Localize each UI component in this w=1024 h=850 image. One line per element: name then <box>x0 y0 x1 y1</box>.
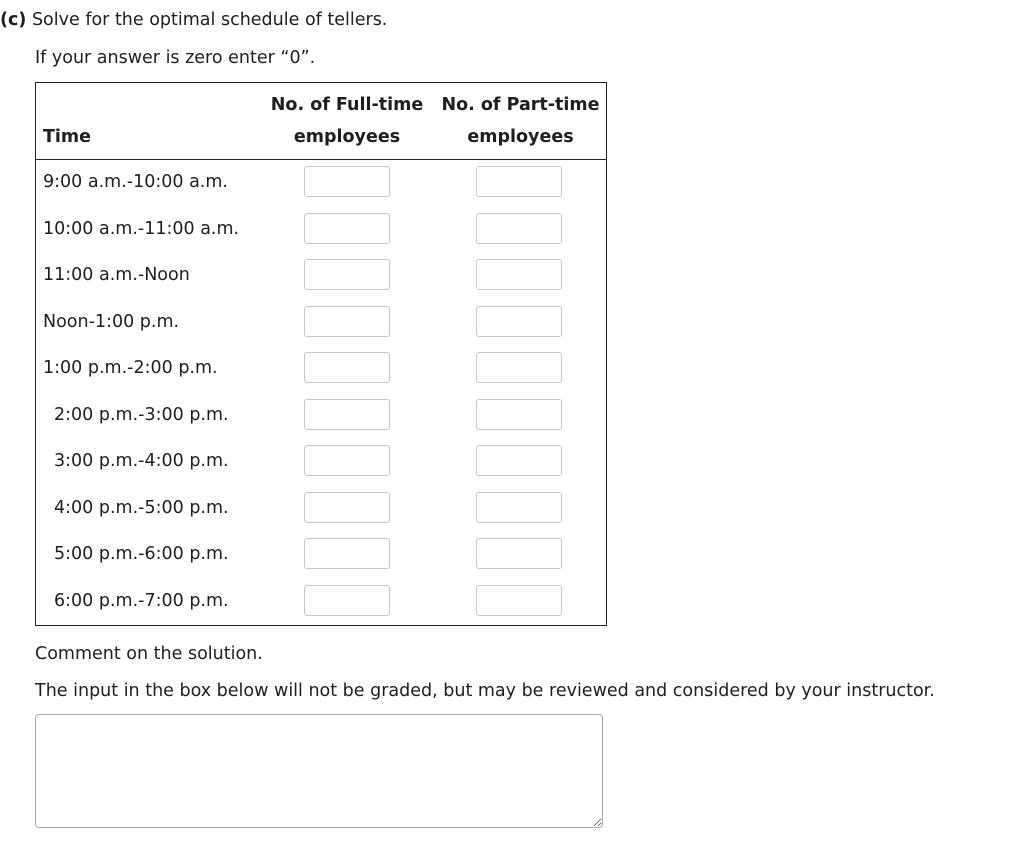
parttime-count-input[interactable] <box>476 166 562 197</box>
comment-note: The input in the box below will not be graded, but may be reviewed and considered by your instructor. <box>35 681 935 701</box>
fulltime-count-input[interactable] <box>304 399 390 430</box>
parttime-count-input[interactable] <box>476 585 562 616</box>
parttime-count-input[interactable] <box>476 399 562 430</box>
header-fulltime-line2: employees <box>293 127 401 147</box>
table-row <box>36 252 606 299</box>
time-slot-label: 9:00 a.m.-10:00 a.m. <box>43 172 228 192</box>
header-parttime <box>437 89 604 153</box>
comment-title: Comment on the solution. <box>35 644 263 664</box>
table-row <box>36 578 606 625</box>
fulltime-count-input[interactable] <box>304 445 390 476</box>
header-fulltime-line1: No. of Full-time <box>270 95 424 115</box>
time-slot-label: 6:00 p.m.-7:00 p.m. <box>54 590 229 611</box>
time-slot-label: 1:00 p.m.-2:00 p.m. <box>43 358 218 378</box>
zero-instruction: If your answer is zero enter “0”. <box>35 48 316 68</box>
table-row <box>36 392 606 439</box>
question-prompt: Solve for the optimal schedule of tellers. <box>31 10 388 30</box>
table-header <box>36 83 606 160</box>
schedule-table <box>35 82 607 626</box>
time-slot-label: 2:00 p.m.-3:00 p.m. <box>54 404 229 425</box>
fulltime-count-input[interactable] <box>304 538 390 569</box>
parttime-count-input[interactable] <box>476 492 562 523</box>
table-row <box>36 531 606 578</box>
parttime-count-input[interactable] <box>476 259 562 290</box>
header-time: Time <box>43 127 92 147</box>
table-row <box>36 345 606 392</box>
table-row <box>36 438 606 485</box>
table-row <box>36 206 606 253</box>
fulltime-count-input[interactable] <box>304 213 390 244</box>
fulltime-count-input[interactable] <box>304 352 390 383</box>
fulltime-count-input[interactable] <box>304 492 390 523</box>
time-slot-label: 10:00 a.m.-11:00 a.m. <box>43 218 240 239</box>
comment-textarea[interactable] <box>35 714 603 828</box>
time-slot-label: 11:00 a.m.-Noon <box>43 265 190 285</box>
header-parttime-line1: No. of Part-time <box>441 95 600 115</box>
time-slot-label: 5:00 p.m.-6:00 p.m. <box>54 544 229 564</box>
fulltime-count-input[interactable] <box>304 259 390 290</box>
header-fulltime <box>267 89 427 153</box>
fulltime-count-input[interactable] <box>304 306 390 337</box>
time-slot-label: Noon-1:00 p.m. <box>43 311 180 332</box>
parttime-count-input[interactable] <box>476 306 562 337</box>
fulltime-count-input[interactable] <box>304 166 390 197</box>
question-heading <box>0 10 387 30</box>
parttime-count-input[interactable] <box>476 538 562 569</box>
table-row <box>36 485 606 532</box>
time-slot-label: 4:00 p.m.-5:00 p.m. <box>54 497 229 518</box>
parttime-count-input[interactable] <box>476 445 562 476</box>
part-label: (c) <box>0 10 27 30</box>
table-row <box>36 159 606 206</box>
time-slot-label: 3:00 p.m.-4:00 p.m. <box>54 451 229 471</box>
header-parttime-line2: employees <box>467 127 574 147</box>
parttime-count-input[interactable] <box>476 213 562 244</box>
parttime-count-input[interactable] <box>476 352 562 383</box>
table-row <box>36 299 606 346</box>
fulltime-count-input[interactable] <box>304 585 390 616</box>
